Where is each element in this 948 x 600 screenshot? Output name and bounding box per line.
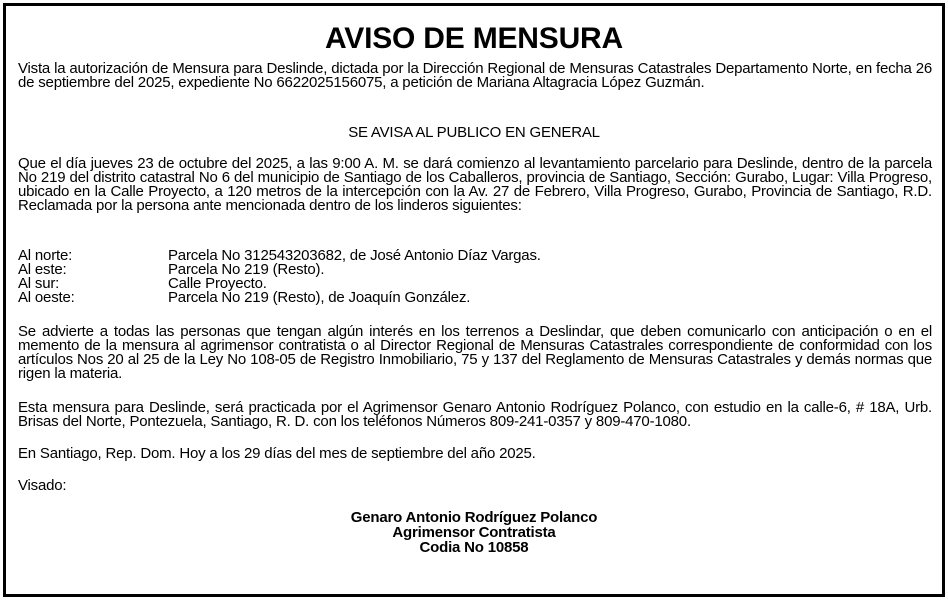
boundary-label: Al oeste: [18,289,75,306]
boundary-row-east [18,263,932,277]
boundary-value: Parcela No 219 (Resto). [168,261,325,278]
signature-role: Agrimensor Contratista [392,524,556,541]
boundary-row-north [18,249,932,263]
signature-block [6,511,942,556]
boundary-value: Calle Proyecto. [168,275,267,292]
boundary-value: Parcela No 219 (Resto), de Joaquín González. [168,289,471,306]
signature-codia: Codia No 10858 [419,539,529,556]
notice-title: AVISO DE MENSURA [325,22,623,55]
boundary-label: Al norte: [18,247,73,264]
signature-name: Genaro Antonio Rodríguez Polanco [350,509,598,526]
description-paragraph: Que el día jueves 23 de octubre del 2025, a las 9:00 A. M. se dará comienzo al levantamiento parcelario para Deslinde, dentro de la parcela No 219 del distrito catastral No 6 del municipio de Santiago de los Caballeros, provincia de Santiago, Sección: Gurabo, Lugar: Villa Progreso, ubicado en la Calle Proyecto, a 120 metros de la intercepción con la Av. 27 de Febrero, Villa Progreso, Gurabo, Provincia de Santiago, R.D. Reclamada por la persona ante mencionada dentro de los linderos siguientes: [18,155,932,214]
boundary-value: Parcela No 312543203682, de José Antonio Díaz Vargas. [168,247,541,264]
boundaries-list [18,249,932,305]
place-date-line: En Santiago, Rep. Dom. Hoy a los 29 días del mes de septiembre del año 2025. [18,445,536,462]
boundary-row-south [18,277,932,291]
surveyor-paragraph: Esta mensura para Deslinde, será practicada por el Agrimensor Genaro Antonio Rodríguez Polanco, con estudio en la calle-6, # 18A, Urb. Brisas del Norte, Pontezuela, Santiago, R. D. con los teléfonos Números 809-241-0357 y 809-470-1080. [18,399,932,430]
warning-paragraph: Se advierte a todas las personas que tengan algún interés en los terrenos a Deslindar, que deben comunicarlo con anticipación o en el memento de la mensura al agrimensor contratista o al Director Regional de Mensuras Catastrales correspondiente de conformidad con los artículos Nos 20 al 25 de la Ley No 108-05 de Registro Inmobiliario, 75 y 137 del Reglamento de Mensuras Catastrales y demás normas que rigen la materia. [18,323,932,382]
boundary-label: Al sur: [18,275,60,292]
boundary-label: Al este: [18,261,67,278]
visado-label: Visado: [18,477,67,494]
intro-paragraph: Vista la autorización de Mensura para Deslinde, dictada por la Dirección Regional de Mensuras Catastrales Departamento Norte, en fecha 26 de septiembre del 2025, expediente No 6622025156075, a petición de Mariana Altagracia López Guzmán. [18,60,932,91]
notice-frame [3,3,945,597]
announcement-heading: SE AVISA AL PUBLICO EN GENERAL [348,124,600,141]
boundary-row-west [18,291,932,305]
